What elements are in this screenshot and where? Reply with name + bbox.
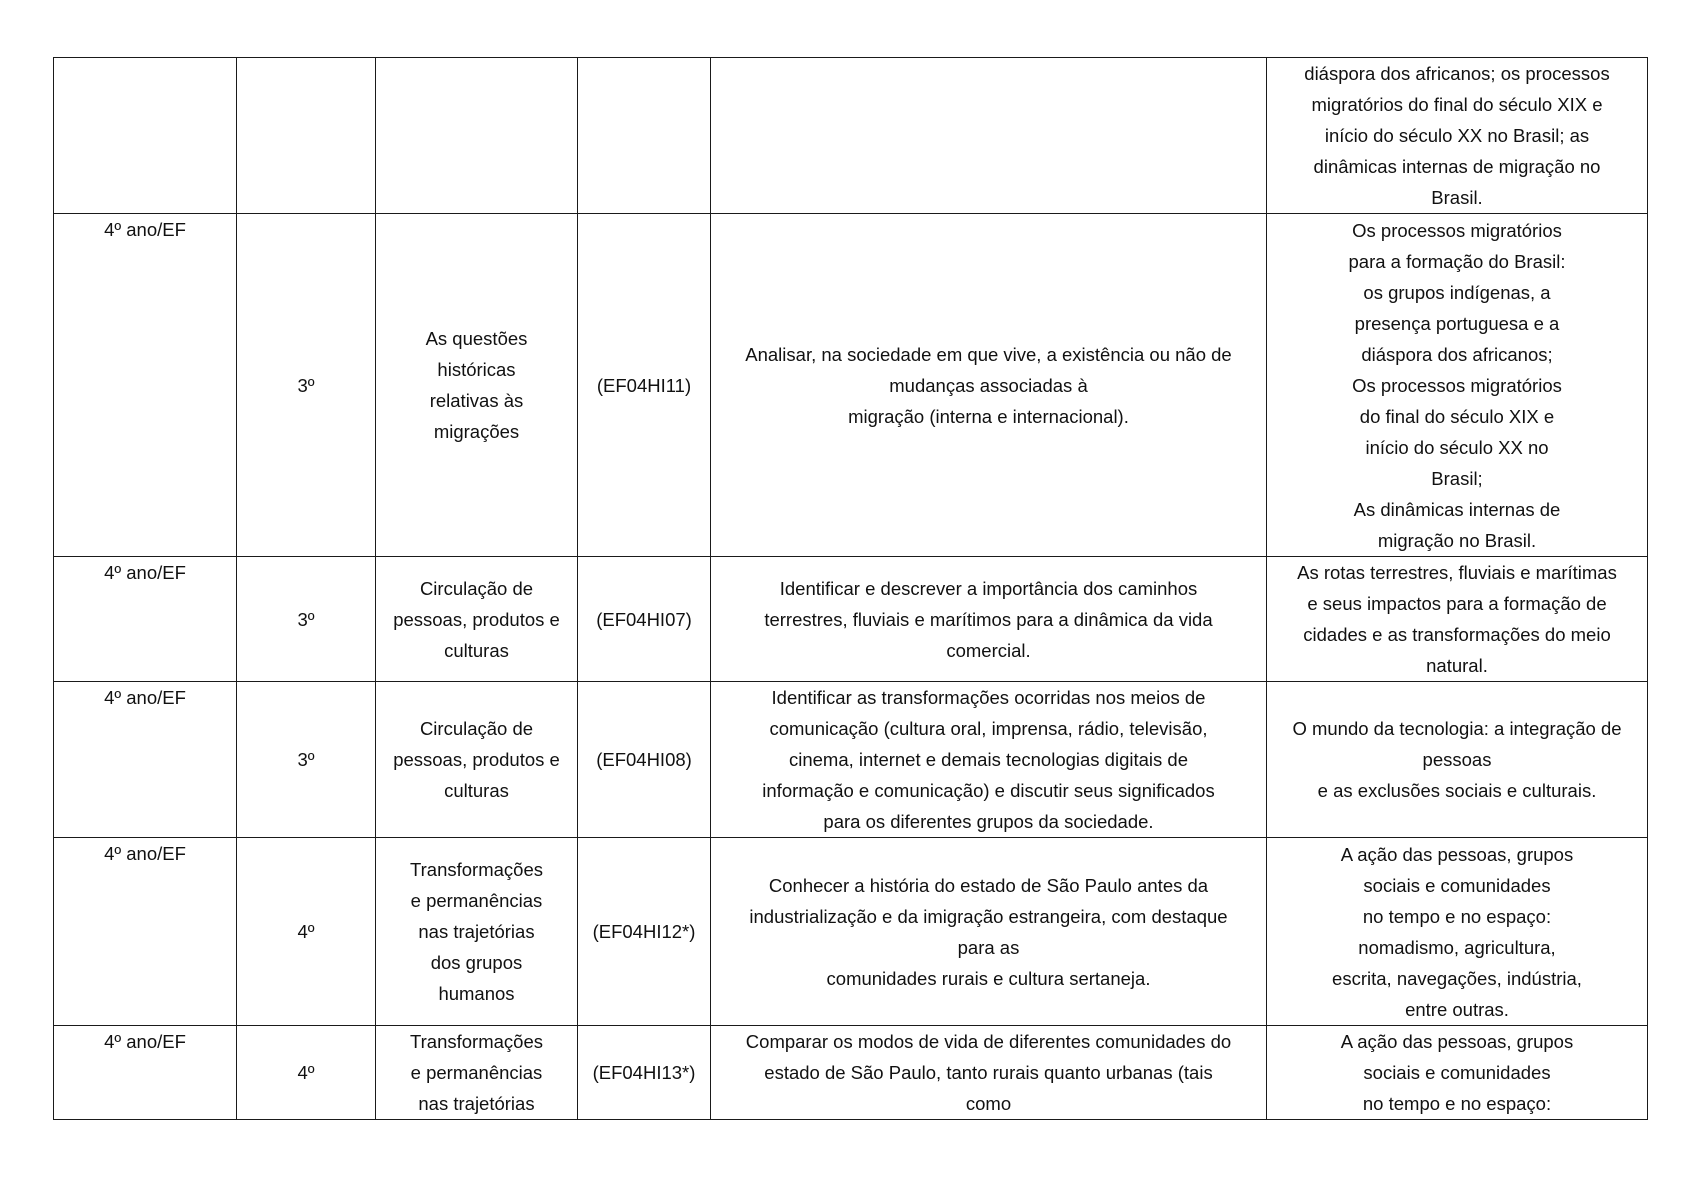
knowledge-object-cell: diáspora dos africanos; os processos migratórios do final do século XIX e início do século XX no Brasil; as dinâmicas internas de migração no Brasil. (1267, 58, 1648, 214)
table-row (54, 1026, 1648, 1120)
skill-code-cell: (EF04HI11) (578, 214, 711, 557)
knowledge-object-cell: A ação das pessoas, grupos sociais e comunidades no tempo e no espaço: (1267, 1026, 1648, 1120)
year-cell: 4º ano/EF (54, 214, 237, 557)
bimester-cell: 4º (237, 838, 376, 1026)
skill-code-cell: (EF04HI12*) (578, 838, 711, 1026)
table-row (54, 214, 1648, 557)
skill-description-cell (711, 58, 1267, 214)
bimester-cell: 4º (237, 1026, 376, 1120)
table-row (54, 838, 1648, 1026)
year-cell: 4º ano/EF (54, 557, 237, 682)
bimester-cell: 3º (237, 557, 376, 682)
table-row (54, 557, 1648, 682)
bimester-cell: 3º (237, 682, 376, 838)
skill-code-cell: (EF04HI08) (578, 682, 711, 838)
skill-description-cell: Conhecer a história do estado de São Paulo antes da industrialização e da imigração estrangeira, com destaque para as comunidades rurais e cultura sertaneja. (711, 838, 1267, 1026)
year-cell: 4º ano/EF (54, 1026, 237, 1120)
knowledge-object-cell: Os processos migratórios para a formação do Brasil: os grupos indígenas, a presença portuguesa e a diáspora dos africanos; Os processos migratórios do final do século XIX e início do século XX no Brasil; As dinâmicas internas de migração no Brasil. (1267, 214, 1648, 557)
knowledge-object-cell: A ação das pessoas, grupos sociais e comunidades no tempo e no espaço: nomadismo, agricultura, escrita, navegações, indústria, entre outras. (1267, 838, 1648, 1026)
skill-description-cell: Comparar os modos de vida de diferentes comunidades do estado de São Paulo, tanto rurais quanto urbanas (tais como (711, 1026, 1267, 1120)
skill-description-cell: Identificar e descrever a importância dos caminhos terrestres, fluviais e marítimos para a dinâmica da vida comercial. (711, 557, 1267, 682)
skill-code-cell: (EF04HI07) (578, 557, 711, 682)
table-row (54, 58, 1648, 214)
knowledge-object-cell: O mundo da tecnologia: a integração de pessoas e as exclusões sociais e culturais. (1267, 682, 1648, 838)
year-cell: 4º ano/EF (54, 682, 237, 838)
year-cell (54, 58, 237, 214)
theme-cell: Transformações e permanências nas trajetórias dos grupos humanos (376, 838, 578, 1026)
bimester-cell: 3º (237, 214, 376, 557)
skill-description-cell: Identificar as transformações ocorridas nos meios de comunicação (cultura oral, imprensa, rádio, televisão, cinema, internet e demais tecnologias digitais de informação e comunicação) e discutir seus significados para os diferentes grupos da sociedade. (711, 682, 1267, 838)
table-row (54, 682, 1648, 838)
skill-description-cell: Analisar, na sociedade em que vive, a existência ou não de mudanças associadas à migração (interna e internacional). (711, 214, 1267, 557)
theme-cell: As questões históricas relativas às migrações (376, 214, 578, 557)
theme-cell (376, 58, 578, 214)
year-cell: 4º ano/EF (54, 838, 237, 1026)
skill-code-cell: (EF04HI13*) (578, 1026, 711, 1120)
theme-cell: Transformações e permanências nas trajetórias (376, 1026, 578, 1120)
theme-cell: Circulação de pessoas, produtos e culturas (376, 682, 578, 838)
bimester-cell (237, 58, 376, 214)
skill-code-cell (578, 58, 711, 214)
knowledge-object-cell: As rotas terrestres, fluviais e marítimas e seus impactos para a formação de cidades e as transformações do meio natural. (1267, 557, 1648, 682)
curriculum-table (53, 57, 1648, 1120)
theme-cell: Circulação de pessoas, produtos e culturas (376, 557, 578, 682)
